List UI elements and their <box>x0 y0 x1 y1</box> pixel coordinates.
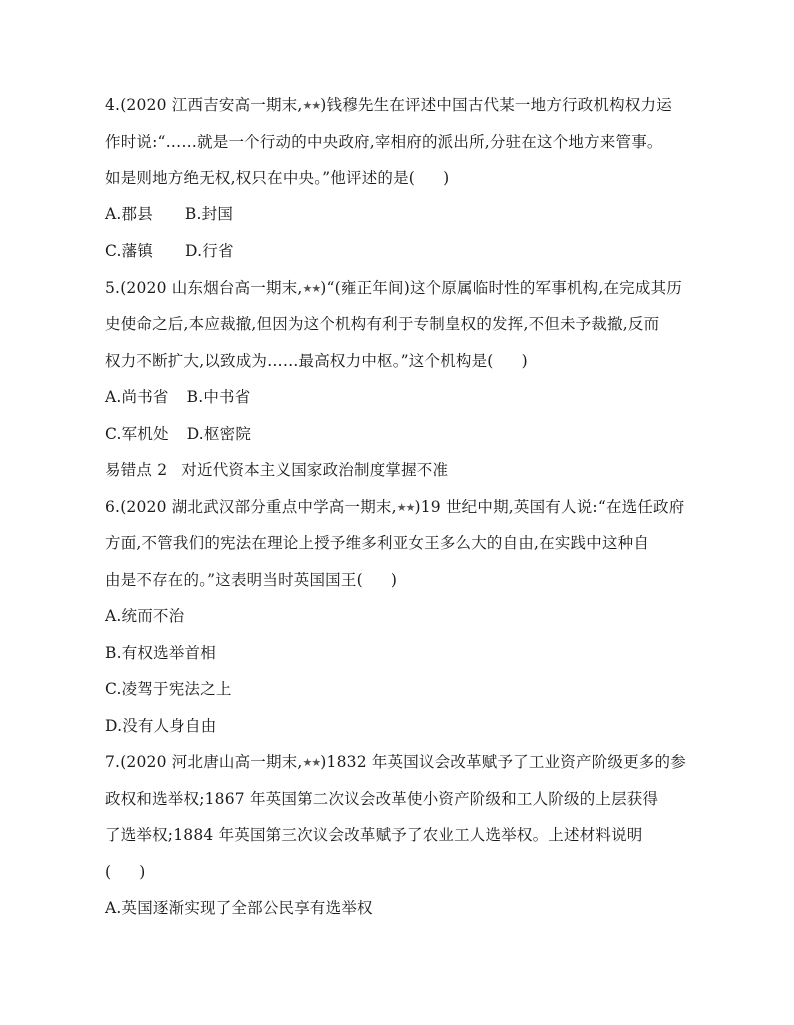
q6-question: 由是不存在的。”这表明当时英国国王( <box>105 571 363 589</box>
q7-line-2: 政权和选举权;1867 年英国第二次议会改革使小资产阶级和工人阶级的上层获得 <box>105 790 659 808</box>
q7-paren-close: ) <box>139 863 146 881</box>
q5-prefix: 5.(2020 山东烟台高一期末, <box>105 279 303 297</box>
q5-option-c: C.军机处 <box>105 425 169 443</box>
q7-line-3: 了选举权;1884 年英国第三次议会改革赋予了农业工人选举权。上述材料说明 <box>105 826 643 844</box>
q7-option-a: A.英国逐渐实现了全部公民享有选举权 <box>105 899 373 917</box>
q4-options-row-2 <box>105 241 234 261</box>
q7-text: )1832 年英国议会改革赋予了工业资产阶级更多的参 <box>320 753 686 771</box>
q4-option-b: B.封国 <box>184 205 234 223</box>
q4-line-2: 作时说:“……就是一个行动的中央政府,宰相府的派出所,分驻在这个地方来管事。 <box>105 133 663 151</box>
q4-paren-close: ) <box>443 169 450 187</box>
q4-options-row-1 <box>105 204 233 224</box>
q5-line-2: 史使命之后,本应裁撤,但因为这个机构有利于专制皇权的发挥,不但未予裁撤,反而 <box>105 315 660 333</box>
q5-options-row-1 <box>105 387 250 407</box>
q7-prefix: 7.(2020 河北唐山高一期末, <box>105 753 303 771</box>
difficulty-icon: ★★ <box>302 99 321 112</box>
q5-paren-close: ) <box>521 352 528 370</box>
q6-option-d: D.没有人身自由 <box>105 717 217 735</box>
q5-line-3 <box>105 351 528 371</box>
q6-line-2: 方面,不管我们的宪法在理论上授予维多利亚女王多么大的自由,在实践中这种自 <box>105 534 650 552</box>
q6-paren-close: ) <box>390 571 398 589</box>
q7-line-1 <box>105 752 686 773</box>
q6-option-a: A.统而不治 <box>105 607 185 625</box>
q4-option-d: D.行省 <box>185 242 234 260</box>
q4-option-c: C.藩镇 <box>105 242 154 260</box>
section-label: 易错点 2 <box>105 461 168 479</box>
q4-option-a: A.郡县 <box>105 205 153 223</box>
section-heading <box>105 460 448 480</box>
q6-prefix: 6.(2020 湖北武汉部分重点中学高一期末, <box>105 498 397 516</box>
section-title: 对近代资本主义国家政治制度掌握不准 <box>181 461 449 479</box>
q6-line-3 <box>105 570 397 590</box>
q6-option-b: B.有权选举首相 <box>105 644 216 662</box>
difficulty-icon: ★★ <box>302 756 321 769</box>
q7-paren-open: ( <box>105 863 112 881</box>
q4-question: 如是则地方绝无权,权只在中央。”他评述的是( <box>105 169 416 187</box>
q5-text: )“(雍正年间)这个原属临时性的军事机构,在完成其历 <box>320 279 682 297</box>
q4-line-3 <box>105 168 449 188</box>
q6-option-c: C.凌驾于宪法之上 <box>105 680 232 698</box>
q5-option-a: A.尚书省 <box>105 388 169 406</box>
q5-option-b: B.中书省 <box>186 388 251 406</box>
q4-line-1 <box>105 95 672 116</box>
q5-option-d: D.枢密院 <box>186 425 252 443</box>
q5-line-1 <box>105 278 682 299</box>
q5-options-row-2 <box>105 424 251 444</box>
q4-prefix: 4.(2020 江西吉安高一期末, <box>105 96 303 114</box>
q6-line-1 <box>105 497 684 518</box>
q7-answer-paren <box>105 862 146 882</box>
difficulty-icon: ★★ <box>302 282 321 295</box>
q5-question: 权力不断扩大,以致成为……最高权力中枢。”这个机构是( <box>105 352 494 370</box>
q6-text: )19 世纪中期,英国有人说:“在选任政府 <box>414 498 685 516</box>
q4-text: )钱穆先生在评述中国古代某一地方行政机构权力运 <box>320 96 672 114</box>
difficulty-icon: ★★ <box>396 501 415 514</box>
